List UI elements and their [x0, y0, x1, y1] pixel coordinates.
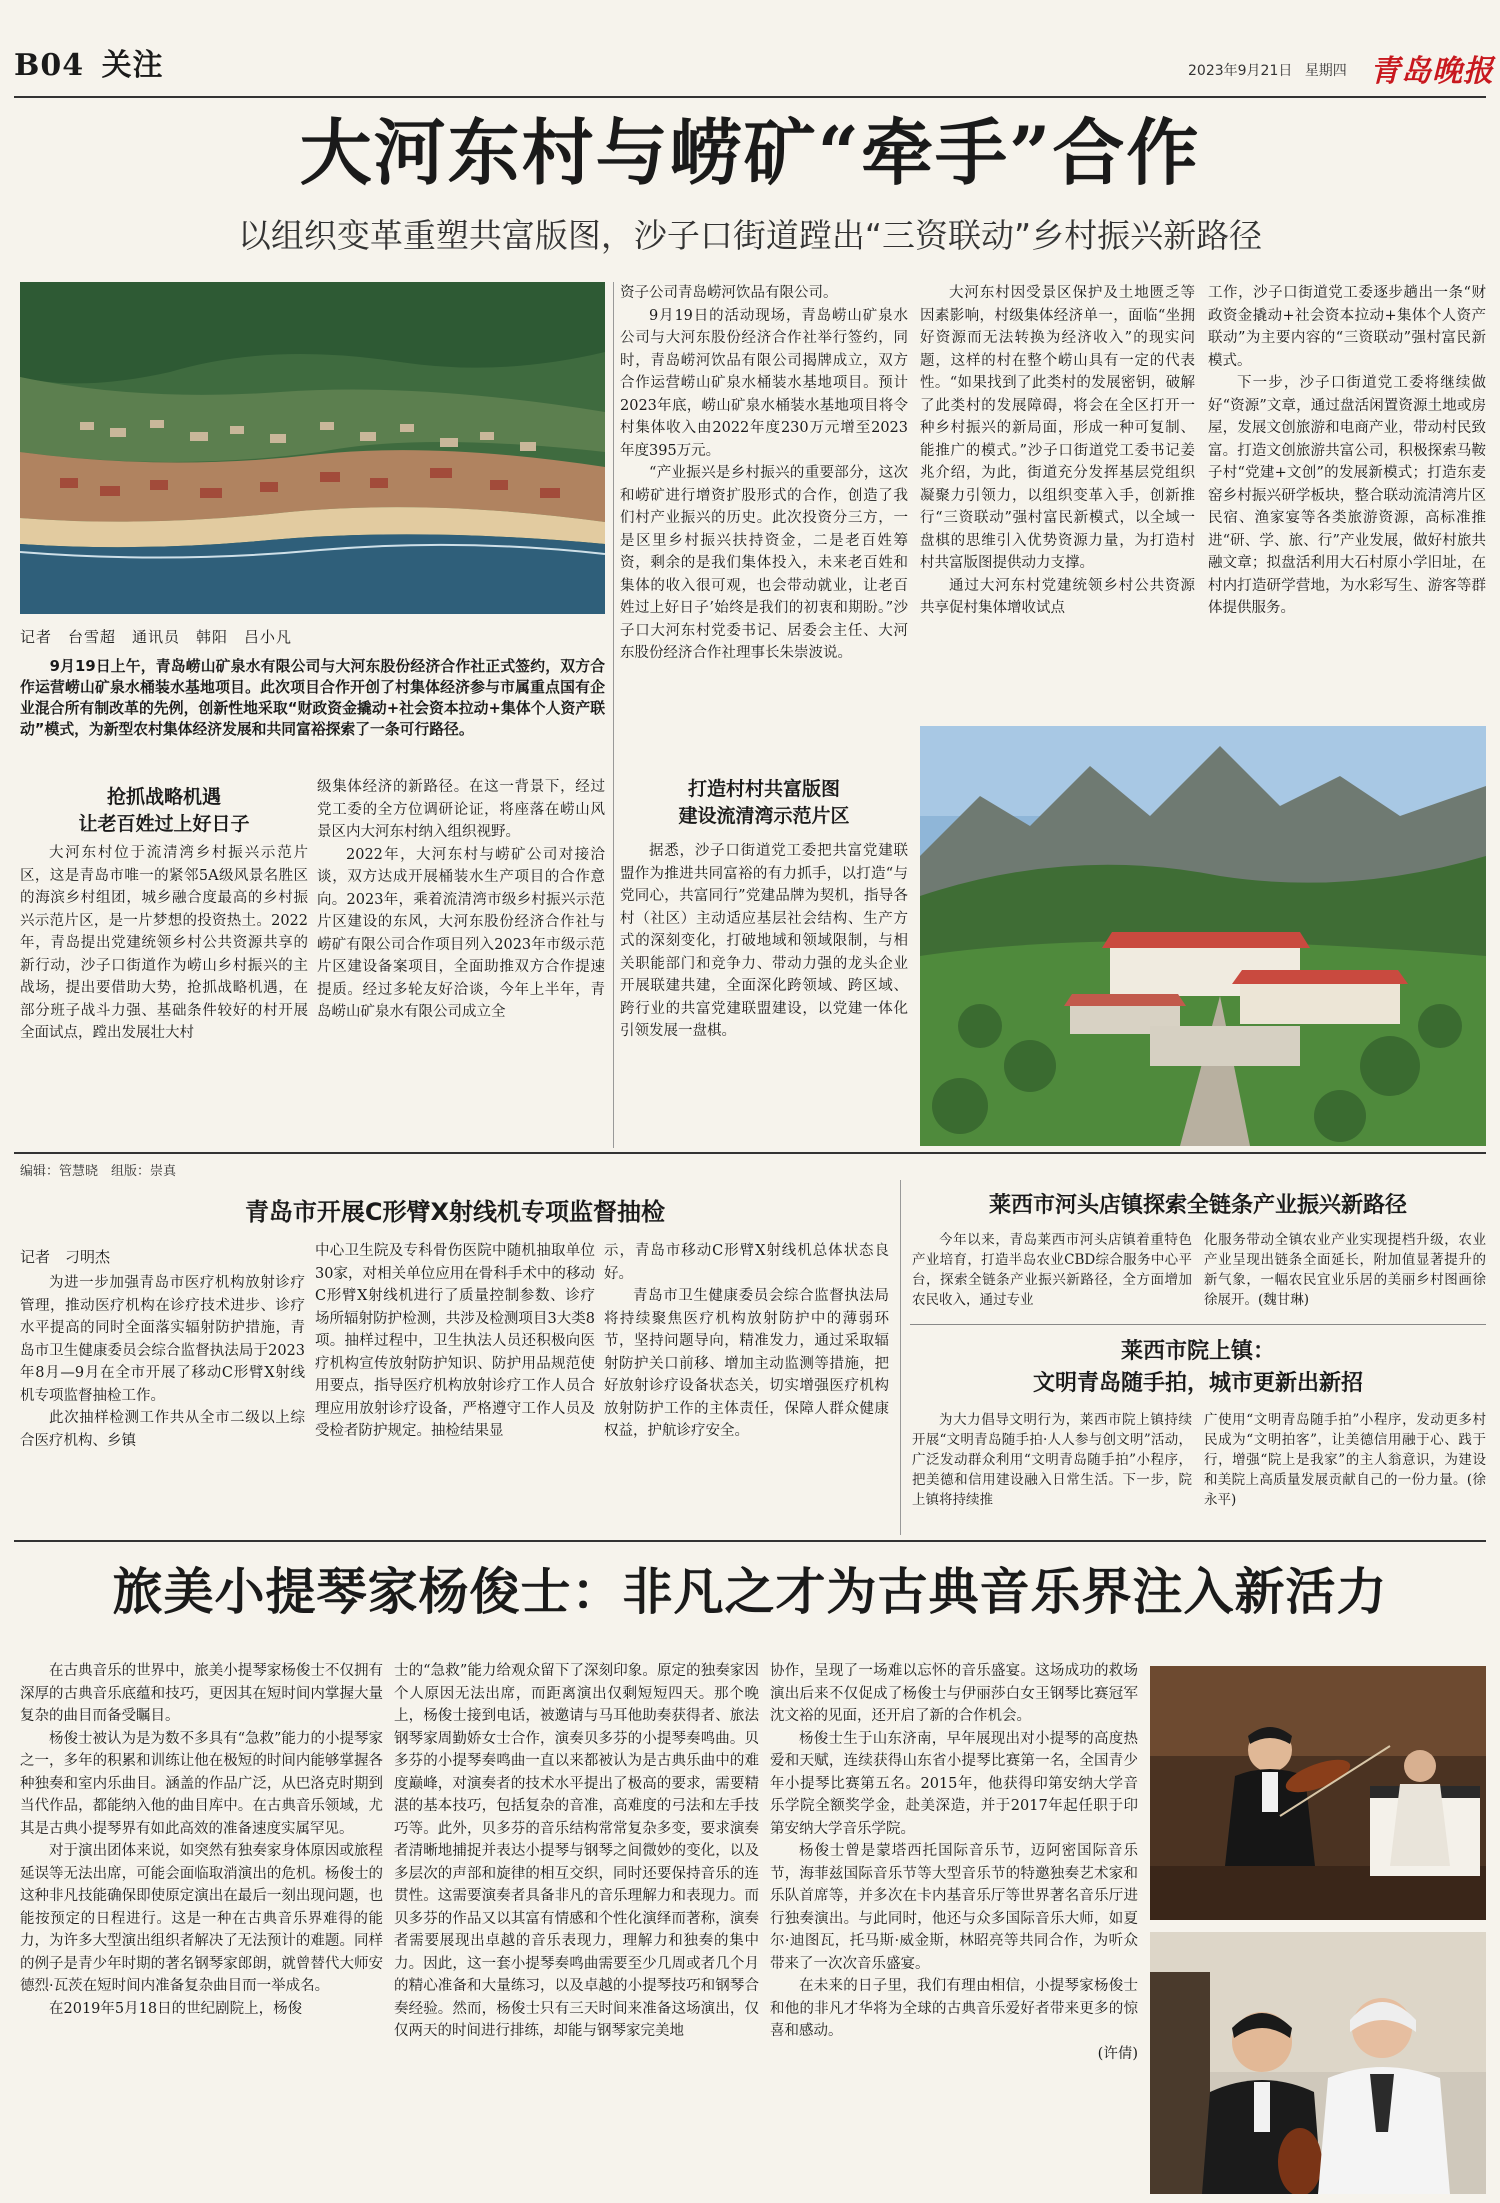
paragraph: 在2019年5月18日的世纪剧院上，杨俊: [49, 2000, 303, 2017]
section1-line2: 让老百姓过上好日子: [78, 813, 250, 835]
paragraph: 通过大河东村党建统领乡村公共资源共享促村集体增收试点: [920, 577, 1195, 616]
xray-col-b: [315, 1240, 595, 1525]
editor-credits: 编辑：管慧晓 组版：崇真: [20, 1164, 177, 1179]
violinist-portrait-photo: [1150, 1932, 1486, 2194]
xray-title: 青岛市开展C形臂X射线机专项监督抽检: [244, 1198, 666, 1226]
xray-col-c: [604, 1240, 889, 1525]
page-code: [14, 40, 164, 84]
weekday-text: 星期四: [1304, 63, 1347, 79]
laixi-separator: [910, 1324, 1486, 1325]
factory-mountain-photo: [920, 726, 1486, 1146]
paragraph: 下一步，沙子口街道党工委将继续做好“资源”文章，通过盘活闲置资源土地或房屋，发展文创旅游和电商产业，带动村民致富。打造文创旅游共富公司，积极探索马鞍子村“党建+文创”的发展新模式；打造东麦窑乡村振兴研学板块，整合联动流清湾片区民宿、渔家宴等各类旅游资源，高标准推进“研、学、旅、行”产业发展，做好村旅共融文章；拟盘活利用大石村原小学旧址，在村内打造研学营地，为水彩写生、游客等群体提供服务。: [1208, 375, 1486, 616]
paragraph: 在古典音乐的世界中，旅美小提琴家杨俊士不仅拥有深厚的古典音乐底蕴和技巧，更因其在短时间内掌握大量复杂的曲目而备受瞩目。: [20, 1663, 383, 1724]
music-col-c: [770, 1660, 1138, 2195]
paragraph: 士的“急救”能力给观众留下了深刻印象。原定的独奏家因个人原因无法出席，而距离演出仅剩短短四天。那个晚上，杨俊士接到电话，被邀请与马耳他助奏获得者、旅法钢琴家周勤娇女士合作，演奏贝多芬的小提琴奏鸣曲。贝多芬的小提琴奏鸣曲一直以来都被认为是古典乐曲中的难度巅峰，对演奏者的技术水平提出了极高的要求，需要精湛的基本技巧，包括复杂的音准，高难度的弓法和左手技巧等。此外，贝多芬的音乐结构常常复杂多变，要求演奏者清晰地捕捉并表达小提琴与钢琴之间微妙的变化，以及多层次的声部和旋律的相互交织，同时还要保持音乐的连贯性。这需要演奏者具备非凡的音乐理解力和表现力。而贝多芬的作品又以其富有情感和个性化演绎而著称，演奏者需要展现出卓越的音乐表现力，理解力和独奏的集中力。因此，这一套小提琴奏鸣曲需要至少几周或者几个月的精心准备和大量练习，以及卓越的小提琴技巧和钢琴合奏经验。然而，杨俊士只有三天时间来准备这场演出，仅仅两天的时间进行排练，却能与钢琴家完美地: [394, 1663, 759, 2039]
lead-col-e: [920, 282, 1195, 710]
lead-subhead: 以组织变革重塑共富版图，沙子口街道蹚出“三资联动”乡村振兴新路径: [237, 216, 1263, 255]
section-name: 关注: [101, 48, 164, 83]
laixi1-title: 莱西市河头店镇探索全链条产业振兴新路径: [988, 1193, 1407, 1218]
paragraph: 今年以来，青岛莱西市河头店镇着重特色产业培育，打造半岛农业CBD综合服务中心平台，探索全链条产业振兴新路径，全方面增加农民收入，通过专业: [912, 1232, 1192, 1308]
lead-bottom-rule: [14, 1152, 1486, 1154]
music-col-b: [394, 1660, 759, 2195]
paragraph: 工作，沙子口街道党工委逐步趟出一条“财政资金撬动+社会资本拉动+集体个人资产联动”为主要内容的“三资联动”强村富民新模式。: [1208, 285, 1486, 369]
paragraph: 杨俊士曾是蒙塔西托国际音乐节，迈阿密国际音乐节，海菲兹国际音乐节等大型音乐节的特邀独奏艺术家和乐队首席等，并多次在卡内基音乐厅等世界著名音乐厅进行独奏演出。与此同时，他还与众多国际音乐大师，如夏尔·迪图瓦，托马斯·威金斯，林昭亮等共同合作，为听众带来了一次次音乐盛宴。: [770, 1843, 1138, 1972]
lead-col-f: [1208, 282, 1486, 710]
lead-intro: [20, 656, 605, 762]
lead-headline: 大河东村与崂矿“牵手”合作: [299, 110, 1201, 195]
author-note: (许倩): [1097, 2045, 1138, 2062]
paragraph: 协作，呈现了一场难以忘怀的音乐盛宴。这场成功的救场演出后来不仅促成了杨俊士与伊丽莎白女王钢琴比赛冠军沈文裕的见面，还开启了新的合作机会。: [770, 1663, 1138, 1724]
lead-col-divider: [613, 282, 614, 1148]
paragraph: 为大力倡导文明行为，莱西市院上镇持续开展“文明青岛随手拍·人人参与创文明”活动，广泛发动群众利用“文明青岛随手拍”小程序，把美德和信用建设融入日常生活。下一步，院上镇将持续推: [912, 1412, 1192, 1508]
music-col-a: [20, 1660, 383, 2195]
paragraph: 青岛市卫生健康委员会综合监督执法局将持续聚焦医疗机构放射防护中的薄弱环节，坚持问题导向，精准发力，通过采取辐射防护关口前移、增加主动监测等措施，把好放射诊疗设备状态关，切实增强医疗机构放射防护工作的主体责任，保障人群众健康权益，护航诊疗安全。: [604, 1288, 889, 1439]
lead-col-d: [620, 840, 908, 1148]
laixi2-col-a: [912, 1410, 1192, 1530]
paragraph: 资子公司青岛崂河饮品有限公司。: [620, 285, 838, 301]
paragraph: 9月19日的活动现场，青岛崂山矿泉水公司与大河东股份经济合作社举行签约，同时，青岛崂河饮品有限公司揭牌成立，双方合作运营崂山矿泉水桶装水基地项目。预计2023年底，崂山矿泉水桶装水基地项目将令村集体收入由2022年度230万元增至2023年度395万元。: [620, 307, 908, 459]
paper-name: 青岛晚报: [1370, 54, 1494, 89]
lead-intro-text: 9月19日上午，青岛崂山矿泉水有限公司与大河东股份经济合作社正式签约，双方合作运营崂山矿泉水桶装水基地项目。此次项目合作开创了村集体经济参与市属重点国有企业混合所有制改革的先例，创新性地采取“财政资金撬动+社会资本拉动+集体个人资产联动”模式，为新型农村集体经济发展和共同富裕探索了一条可行路径。: [20, 658, 605, 738]
laixi2-col-b: [1204, 1410, 1486, 1530]
lead-col-b: [317, 776, 605, 1148]
paragraph: 大河东村因受景区保护及土地匮乏等因素影响，村级集体经济单一，面临“坐拥好资源而无法转换为经济收入”的现实问题，这样的村在整个崂山具有一定的代表性。“如果找到了此类村的发展密钥，破解了此类村的发展障碍，将会在全区打开一种乡村振兴的新局面，形成一种可复制、能推广的模式。”沙子口街道党工委书记姜兆介绍，为此，街道充分发挥基层党组织凝聚力引领力，以组织变革入手，创新推行“三资联动”强村富民新模式，以全域一盘棋的思维引入优势资源力量，为打造村村共富版图提供动力支撑。: [920, 285, 1195, 571]
page-number: B04: [14, 48, 85, 83]
laixi2-title: [910, 1336, 1486, 1400]
issue-date: [1188, 60, 1347, 80]
factory-illustration: [920, 726, 1486, 1146]
section1-line1: 抢抓战略机遇: [106, 786, 221, 808]
paragraph: 大河东村位于流清湾乡村振兴示范片区，这是青岛市唯一的紧邻5A级风景名胜区的海滨乡村组团，城乡融合度最高的乡村振兴示范片区，是一片梦想的投资热土。2022年，青岛提出党建统领乡村公共资源共享的新行动，沙子口街道作为崂山乡村振兴的主战场，提出要借助大势，抢抓战略机遇，在部分班子战斗力强、基础条件较好的村开展全面试点，蹚出发展壮大村: [20, 845, 308, 1041]
paragraph: 杨俊士被认为是为数不多具有“急救”能力的小提琴家之一，多年的积累和训练让他在极短的时间内能够掌握各种独奏和室内乐曲目。涵盖的作品广泛，从巴洛克时期到当代作品，都能纳入他的曲目库中。在古典音乐领域，尤其是古典小提琴界有如此高效的准备速度实属罕见。: [20, 1730, 383, 1837]
paragraph: 对于演出团体来说，如突然有独奏家身体原因或旅程延误等无法出席，可能会面临取消演出的危机。杨俊士的这种非凡技能确保即使原定演出在最后一刻出现问题，也能按预定的日程进行。这是一种在古典音乐界难得的能力，为许多大型演出组织者解决了无法预计的难题。同样的例子是青少年时期的著名钢琴家郎朗，就曾替代大师安德烈·瓦茨在短时间内准备复杂曲目而一举成名。: [20, 1843, 383, 1994]
section2-line1: 打造村村共富版图: [687, 778, 840, 800]
laixi1-col-b: [1204, 1230, 1486, 1322]
performance-illustration: [1150, 1666, 1486, 1920]
paragraph: 在未来的日子里，我们有理由相信，小提琴家杨俊士和他的非凡才华将为全球的古典音乐爱好者带来更多的惊喜和感动。: [770, 1978, 1138, 2039]
lead-byline: 记者 台雪超 通讯员 韩阳 吕小凡: [20, 628, 293, 646]
date-text: 2023年9月21日: [1188, 63, 1293, 79]
paragraph: 广使用“文明青岛随手拍”小程序，发动更多村民成为“文明拍客”，让美德信用融于心、践于行，增强“院上是我家”的主人翁意识，为建设和美院上高质量发展贡献自己的一份力量。(徐永平): [1204, 1412, 1486, 1508]
section2-line2: 建设流清湾示范片区: [678, 805, 850, 827]
masthead-rule: [14, 96, 1486, 98]
music-top-rule: [14, 1540, 1486, 1542]
violinist-performance-photo: [1150, 1666, 1486, 1920]
laixi1-col-a: [912, 1230, 1192, 1322]
portrait-illustration: [1150, 1932, 1486, 2194]
paragraph: “产业振兴是乡村振兴的重要部分，这次和崂矿进行增资扩股形式的合作，创造了我们村产业振兴的历史。此次投资分三方，一是区里乡村振兴扶持资金，二是老百姓筹资，剩余的是我们集体投入，未来老百姓和集体的收入很可观，也会带动就业，让老百姓过上好日子’始终是我们的初衷和期盼。”沙子口大河东村党委书记、居委会主任、大河东股份经济合作社理事长朱崇波说。: [620, 465, 908, 661]
lead-section2-title: [620, 776, 908, 830]
paragraph: 化服务带动全镇农业产业实现提档升级，农业产业呈现出链条全面延长，附加值显著提升的新气象，一幅农民宜业乐居的美丽乡村图画徐徐展开。(魏甘琳): [1204, 1232, 1486, 1308]
paragraph: 示，青岛市移动C形臂X射线机总体状态良好。: [604, 1243, 889, 1282]
paragraph: 据悉，沙子口街道党工委把共富党建联盟作为推进共同富裕的有力抓手，以打造“与党同心，共富同行”党建品牌为契机，指导各村（社区）主动适应基层社会结构、生产方式的深刻变化，打破地域和领域限制，与相关职能部门和竞争力、带动力强的龙头企业开展联建共建，全面深化跨领域、跨区域、跨行业的共富党建联盟建设，以党建一体化引领发展一盘棋。: [620, 843, 908, 1039]
paragraph: 级集体经济的新路径。在这一背景下，经过党工委的全方位调研论证，将座落在崂山风景区内大河东村纳入组织视野。: [317, 779, 605, 840]
paragraph: 杨俊士生于山东济南，早年展现出对小提琴的高度热爱和天赋，连续获得山东省小提琴比赛第一名，全国青少年小提琴比赛第五名。2015年，他获得印第安纳大学音乐学院全额奖学金，赴美深造，并于2017年起任职于印第安纳大学音乐学院。: [770, 1730, 1138, 1837]
laixi2-title-line2: 文明青岛随手拍，城市更新出新招: [1032, 1371, 1363, 1396]
xray-laixi-divider: [900, 1180, 901, 1535]
lead-col-c: [620, 282, 908, 772]
paragraph: 此次抽样检测工作共从全市二级以上综合医疗机构、乡镇: [20, 1410, 305, 1449]
xray-col-a: [20, 1272, 305, 1522]
music-headline: 旅美小提琴家杨俊士：非凡之才为古典音乐界注入新活力: [112, 1562, 1388, 1621]
village-coast-illustration: [20, 282, 605, 614]
paragraph: 为进一步加强青岛市医疗机构放射诊疗管理，推动医疗机构在诊疗技术进步、诊疗水平提高的同时全面落实辐射防护措施，青岛市卫生健康委员会综合监督执法局于2023年8月—9月在全市开展了移动C形臂X射线机专项监督抽检工作。: [20, 1275, 305, 1404]
paragraph: 2022年，大河东村与崂矿公司对接洽谈，双方达成开展桶装水生产项目的合作意向。2023年，乘着流清湾市级乡村振兴示范片区建设的东风，大河东股份经济合作社与崂矿有限公司合作项目列入2023年市级示范片区建设备案项目，全面助推双方合作提速提质。经过多轮友好洽谈，今年上半年，青岛崂山矿泉水有限公司成立全: [317, 846, 605, 1020]
village-coast-photo: [20, 282, 605, 614]
xray-byline: 记者 刁明杰: [20, 1248, 111, 1266]
lead-col-a: [20, 842, 308, 1147]
laixi2-title-line1: 莱西市院上镇：: [1120, 1339, 1275, 1364]
lead-section1-title: [20, 784, 308, 838]
paragraph: 中心卫生院及专科骨伤医院中随机抽取单位30家，对相关单位应用在骨科手术中的移动C形臂X射线机进行了质量控制参数、诊疗场所辐射防护检测，共涉及检测项目3大类8项。抽样过程中，卫生执法人员还积极向医疗机构宣传放射防护知识、防护用品规范使用要点，指导医疗机构放射诊疗工作人员合理应用放射诊疗设备，严格遵守工作人员及受检者防护规定。抽检结果显: [315, 1243, 595, 1439]
